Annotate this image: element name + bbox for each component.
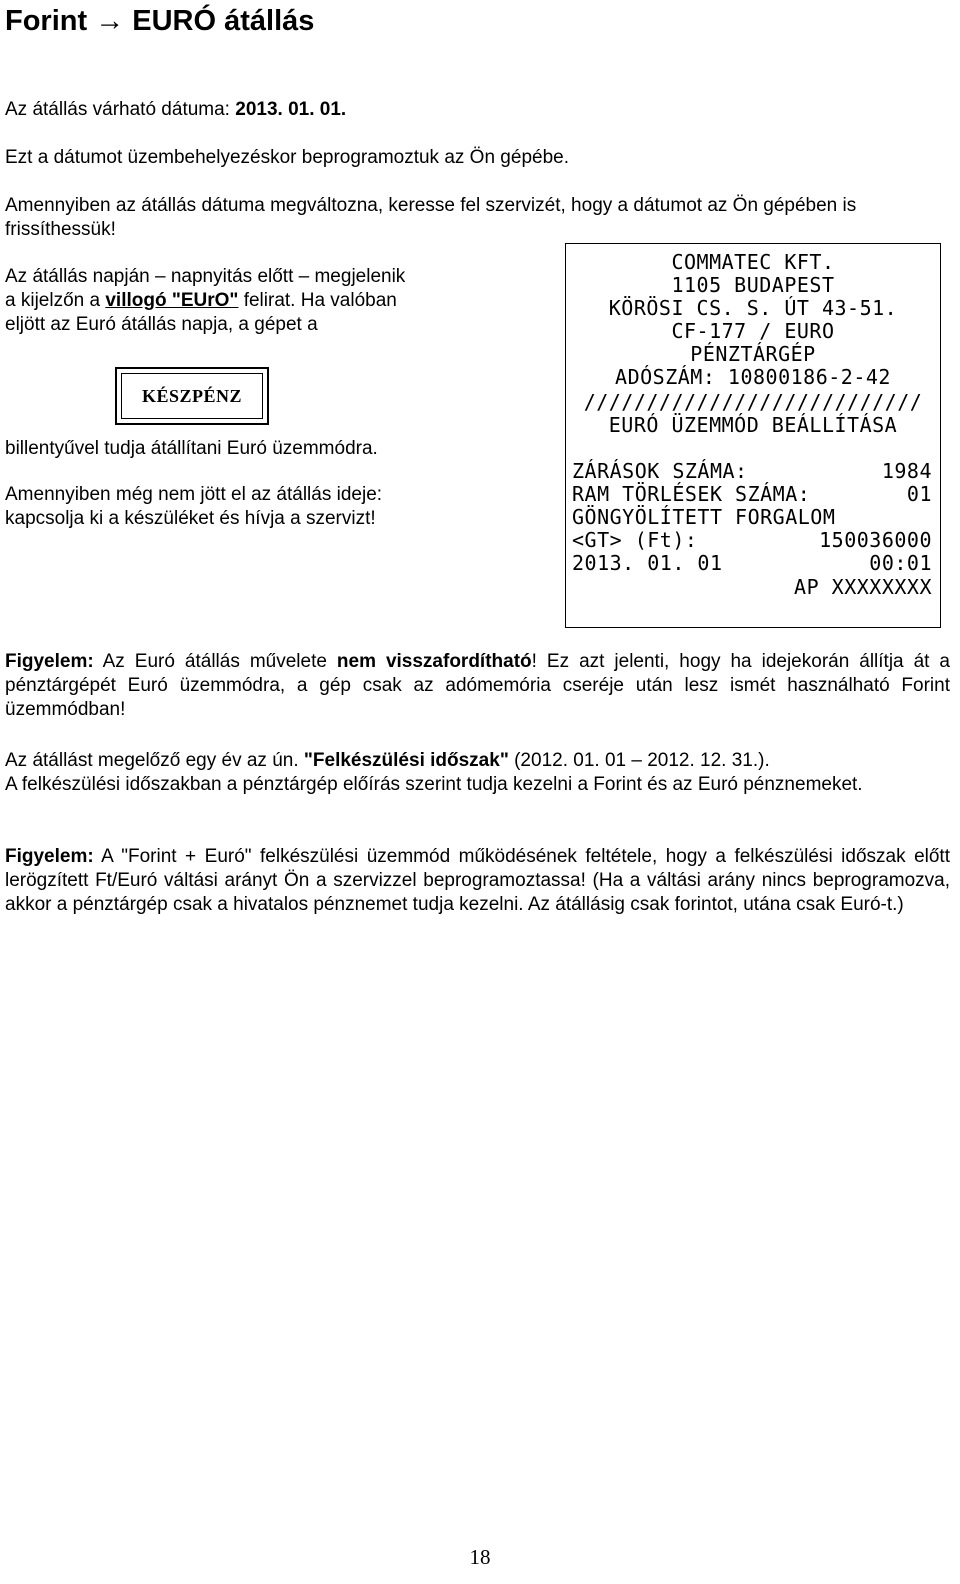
change-para-line1: Amennyiben az átállás dátuma megváltozna, keresse fel szervizét, hogy a dátumot az Ön gépében is <box>5 195 857 216</box>
after-key-line: billentyűvel tudja átállítani Euró üzemmódra. <box>5 438 378 459</box>
receipt-row <box>572 482 932 506</box>
warning1-text2: ! Ez azt jelenti, hogy ha idejekorán állítja át a pénztárgépét Euró üzemmódra, a gép csak az adómemória cseréje után lesz ismét használható Forint üzemmódban! <box>5 651 950 720</box>
receipt-separator: /////////////////////////// <box>583 390 923 414</box>
receipt-header-line: CF-177 / EURO <box>671 319 835 343</box>
prep-para-line2: A felkészülési időszakban a pénztárgép előírás szerint tudja kezelni a Forint és az Euró pénznemeket. <box>5 774 863 795</box>
page-number: 18 <box>469 1545 491 1569</box>
not-yet-line1: Amennyiben még nem jött el az átállás ideje: <box>5 484 383 505</box>
day-para-line2 <box>5 289 397 313</box>
warning1-text1: Az Euró átállás művelete <box>93 651 337 672</box>
receipt-row <box>572 528 932 552</box>
receipt-row <box>572 551 932 575</box>
change-para-line2: frissíthessük! <box>5 219 116 240</box>
receipt-header-line: 1105 BUDAPEST <box>671 273 835 297</box>
receipt-row-value: 00:01 <box>869 551 932 575</box>
receipt-header-line: COMMATEC KFT. <box>671 250 835 274</box>
programmed-line: Ezt a dátumot üzembehelyezéskor beprogramoztuk az Ön gépébe. <box>5 147 569 168</box>
date-label: Az átállás várható dátuma: <box>5 99 236 120</box>
warning-exchange-rate <box>5 845 950 917</box>
receipt-mode-line: EURÓ ÜZEMMÓD BEÁLLÍTÁSA <box>608 413 898 437</box>
receipt-row-label: GÖNGYÖLÍTETT FORGALOM <box>572 505 836 529</box>
prep-text1: Az átállást megelőző egy év az ún. <box>5 750 304 771</box>
receipt-row <box>572 505 932 529</box>
receipt-row-value: 150036000 <box>819 528 932 552</box>
flashing-euro-label: villogó "EUrO" <box>105 290 239 311</box>
keszpenz-key <box>115 367 269 425</box>
receipt-row-label: <GT> (Ft): <box>572 528 698 552</box>
receipt-row-value: 1984 <box>881 459 932 483</box>
receipt-row-label: ZÁRÁSOK SZÁMA: <box>572 459 748 483</box>
warning-label: Figyelem: <box>5 651 94 672</box>
prep-text2: (2012. 01. 01 – 2012. 12. 31.). <box>508 750 770 771</box>
date-line <box>5 98 346 122</box>
receipt-row <box>572 459 932 483</box>
transition-date: 2013. 01. 01. <box>235 99 347 120</box>
receipt-header-line: KÖRÖSI CS. S. ÚT 43-51. <box>608 296 898 320</box>
warning2-text: A "Forint + Euró" felkészülési üzemmód működésének feltétele, hogy a felkészülési időszak előtt lerögzített Ft/Euró váltási arányt Ön a szervizzel beprogramoztassa! (Ha a váltási arány nincs beprogramozva, akkor a pénztárgép csak a hivatalos pénznemet tudja kezelni. Az átállásig csak forintot, utána csak Euró-t.) <box>5 846 950 915</box>
day-para-line2-post: felirat. Ha valóban <box>238 290 397 311</box>
prep-period-label: "Felkészülési időszak" <box>303 750 509 771</box>
not-yet-line2: kapcsolja ki a készüléket és hívja a szervizt! <box>5 508 376 529</box>
warning1-bold: nem visszafordítható <box>336 651 532 672</box>
receipt-row-value: 01 <box>906 482 932 506</box>
receipt-row-label: 2013. 01. 01 <box>572 551 723 575</box>
receipt-footer: AP XXXXXXXX <box>794 575 932 599</box>
day-para-line3: eljött az Euró átállás napja, a gépet a <box>5 314 318 335</box>
receipt-header-line: ADÓSZÁM: 10800186-2-42 <box>615 365 891 389</box>
day-para-line2-pre: a kijelzőn a <box>5 290 106 311</box>
receipt-header-line: PÉNZTÁRGÉP <box>690 342 816 366</box>
receipt-row-label: RAM TÖRLÉSEK SZÁMA: <box>572 482 811 506</box>
warning-irreversible <box>5 650 950 722</box>
warning-label: Figyelem: <box>5 846 94 867</box>
receipt-display <box>565 243 941 628</box>
day-para-line1: Az átállás napján – napnyitás előtt – megjelenik <box>5 266 406 287</box>
page-title: Forint → EURÓ átállás <box>5 5 315 37</box>
prep-para-line1 <box>5 749 770 773</box>
keszpenz-key-label: KÉSZPÉNZ <box>121 373 263 419</box>
